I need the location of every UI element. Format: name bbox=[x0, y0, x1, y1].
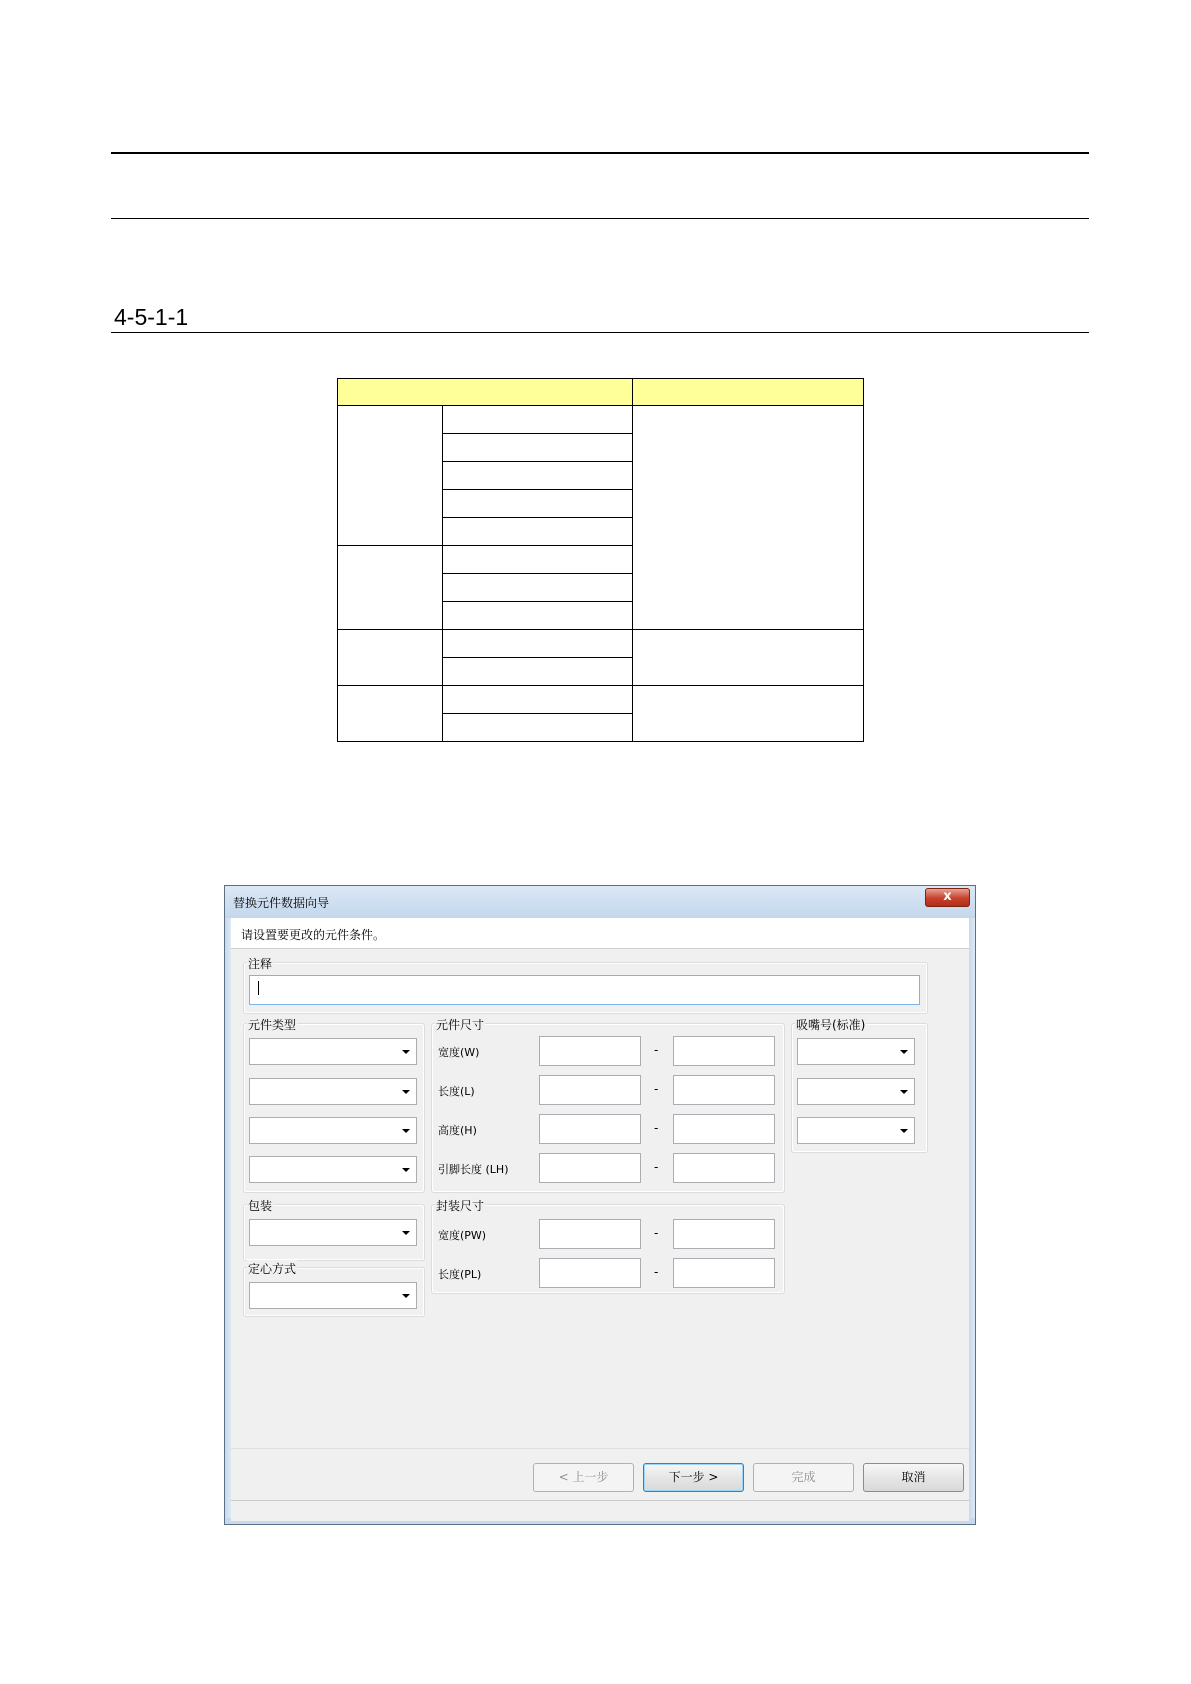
instruction-text: 请设置要更改的元件条件。 bbox=[241, 928, 386, 942]
table-cell bbox=[443, 630, 633, 658]
chevron-down-icon bbox=[900, 1090, 908, 1094]
nozzle-combo-3[interactable] bbox=[797, 1117, 915, 1144]
packaging-label: 包装 bbox=[248, 1199, 273, 1213]
component-type-combo-4[interactable] bbox=[249, 1156, 417, 1183]
height-min-input[interactable] bbox=[539, 1114, 641, 1144]
chevron-down-icon bbox=[402, 1129, 410, 1133]
section-rule bbox=[111, 332, 1089, 333]
packaging-combo[interactable] bbox=[249, 1219, 417, 1246]
chevron-down-icon bbox=[402, 1294, 410, 1298]
table-cell bbox=[443, 434, 633, 462]
table-group-cell bbox=[338, 546, 443, 630]
chevron-down-icon bbox=[402, 1231, 410, 1235]
window-frame-right bbox=[969, 918, 975, 1524]
window-frame-left bbox=[225, 918, 231, 1524]
finish-button[interactable]: 完成 bbox=[753, 1463, 854, 1492]
table-cell bbox=[443, 574, 633, 602]
chevron-down-icon bbox=[900, 1050, 908, 1054]
table-cell bbox=[443, 462, 633, 490]
text-caret bbox=[258, 981, 259, 995]
lead-length-min-input[interactable] bbox=[539, 1153, 641, 1183]
table-cell bbox=[443, 518, 633, 546]
length-min-input[interactable] bbox=[539, 1075, 641, 1105]
component-size-label: 元件尺寸 bbox=[436, 1018, 485, 1032]
range-separator: - bbox=[654, 1082, 659, 1096]
spec-table bbox=[337, 378, 864, 742]
table-cell bbox=[443, 658, 633, 686]
height-label: 高度(H) bbox=[438, 1124, 477, 1137]
height-max-input[interactable] bbox=[673, 1114, 775, 1144]
table-merged-cell bbox=[633, 406, 864, 630]
table-cell bbox=[443, 546, 633, 574]
range-separator: - bbox=[654, 1043, 659, 1057]
replace-component-wizard-dialog bbox=[224, 885, 976, 1525]
package-width-max-input[interactable] bbox=[673, 1219, 775, 1249]
table-group-cell bbox=[338, 630, 443, 686]
table-header-cell bbox=[633, 379, 864, 406]
table-cell bbox=[443, 406, 633, 434]
component-type-combo-1[interactable] bbox=[249, 1038, 417, 1065]
table-group-cell bbox=[338, 686, 443, 742]
prev-button[interactable]: < 上一步 bbox=[533, 1463, 634, 1492]
nozzle-label: 吸嘴号(标准) bbox=[796, 1018, 866, 1032]
table-header-cell bbox=[338, 379, 633, 406]
dialog-title: 替换元件数据向导 bbox=[233, 896, 330, 910]
title-bar[interactable] bbox=[225, 886, 975, 918]
package-length-max-input[interactable] bbox=[673, 1258, 775, 1288]
centering-combo[interactable] bbox=[249, 1282, 417, 1309]
next-button[interactable]: 下一步 > bbox=[643, 1463, 744, 1492]
table-merged-cell bbox=[633, 686, 864, 742]
header-rule-top bbox=[111, 152, 1089, 154]
package-width-label: 宽度(PW) bbox=[438, 1229, 487, 1242]
close-icon: x bbox=[943, 889, 952, 904]
table-cell bbox=[443, 490, 633, 518]
note-label: 注释 bbox=[248, 957, 273, 971]
note-input[interactable] bbox=[249, 975, 920, 1005]
cancel-button[interactable]: 取消 bbox=[863, 1463, 964, 1492]
width-min-input[interactable] bbox=[539, 1036, 641, 1066]
component-type-label: 元件类型 bbox=[248, 1018, 297, 1032]
package-length-min-input[interactable] bbox=[539, 1258, 641, 1288]
footer-separator bbox=[231, 1448, 969, 1449]
section-number: 4-5-1-1 bbox=[114, 304, 189, 330]
table-merged-cell bbox=[633, 630, 864, 686]
range-separator: - bbox=[654, 1121, 659, 1135]
table-group-cell bbox=[338, 406, 443, 546]
component-type-combo-3[interactable] bbox=[249, 1117, 417, 1144]
close-button[interactable] bbox=[925, 888, 970, 907]
chevron-down-icon bbox=[402, 1090, 410, 1094]
instruction-area bbox=[231, 918, 969, 949]
width-max-input[interactable] bbox=[673, 1036, 775, 1066]
table-cell bbox=[443, 602, 633, 630]
length-label: 长度(L) bbox=[438, 1085, 475, 1098]
header-rule-bottom bbox=[111, 218, 1089, 219]
nozzle-combo-2[interactable] bbox=[797, 1078, 915, 1105]
package-length-label: 长度(PL) bbox=[438, 1268, 482, 1281]
lead-length-label: 引脚长度 (LH) bbox=[438, 1163, 509, 1176]
chevron-down-icon bbox=[402, 1168, 410, 1172]
chevron-down-icon bbox=[900, 1129, 908, 1133]
status-bar bbox=[231, 1500, 969, 1521]
range-separator: - bbox=[654, 1265, 659, 1279]
width-label: 宽度(W) bbox=[438, 1046, 480, 1059]
length-max-input[interactable] bbox=[673, 1075, 775, 1105]
component-type-combo-2[interactable] bbox=[249, 1078, 417, 1105]
table-cell bbox=[443, 686, 633, 714]
package-width-min-input[interactable] bbox=[539, 1219, 641, 1249]
centering-label: 定心方式 bbox=[248, 1262, 297, 1276]
lead-length-max-input[interactable] bbox=[673, 1153, 775, 1183]
range-separator: - bbox=[654, 1160, 659, 1174]
package-size-label: 封装尺寸 bbox=[436, 1199, 485, 1213]
chevron-down-icon bbox=[402, 1050, 410, 1054]
nozzle-combo-1[interactable] bbox=[797, 1038, 915, 1065]
table-cell bbox=[443, 714, 633, 742]
range-separator: - bbox=[654, 1226, 659, 1240]
